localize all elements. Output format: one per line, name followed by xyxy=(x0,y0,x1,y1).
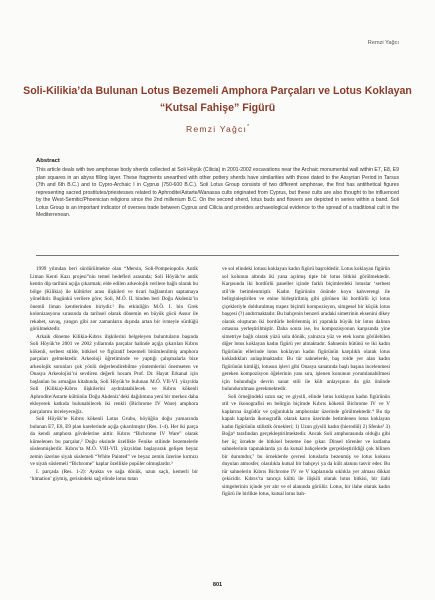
article-title xyxy=(22,83,413,117)
page-number: 801 xyxy=(212,582,223,588)
paragraph: Soli Höyük’te Kıbrıs kökenli Lotus Grubu, höyüğün doğu yamacında bulunan E7, E8, E9 plan karelerinde açığa çıkarılmıştır (Res. 1-4). Her iki parça da kendi amphora gövdelerine aittir. Kıbrıs “Bichrome IV Ware” olarak kümelenen bu parçalar,² Doğu eksinde özellikle Fenike stilinde bezemelerle süslenmişlerdir. Kıbrıs’ta M.Ö. VIII-VII. yüzyıldan başlayarak gelişen beyaz zemin üzerine siyah süslemeli “White Painted” ve beyaz zemin üzerine kırmızı ve siyah süslemeli “Bichrome” kaplar özellikle popüler olmuşlardır.³ xyxy=(30,416,198,467)
running-head: Remzi Yağcı xyxy=(367,40,399,46)
author-name-text: Remzi Yağcı xyxy=(185,124,248,134)
author-name xyxy=(0,124,435,134)
body-column-left xyxy=(30,266,198,484)
paragraph: Arkaik döneme Kilikia-Kıbrıs ilişkilerini belgeleyen buluntuların başında Soli Höyük’te 2001 ve 2002 yıllarında parçalar halinde açığa çıkarılan Kıbrıs kökenli, serbest stilde, bitkisel ve figüratif bezemeli bitümlenilmiş amphora parçaları gelmektedir. Arkeoloji öğretiminde ve yaptığı çalışmalarla bize arkeolojik sorunları çok yönlü değerlendirebilme yöntemlerini önemseten ve Onasya Arkeolojisi’ni sevdiren değerli hocam Prof. Dr. Hayat Erkanal için başlanlan bu armağan kitabında, Soli Höyük’te bulunan M.Ö. VII-VI. yüzyılda Soli (Kilikia)-Kıbrıs ilişkilerini aydınlatabilecek ve Kıbrıs kökenli Aphrodite/Astarte kültünün Doğu Akdeniz’deki dağılımına yeni bir merkez daha ekleyerek katkıda bulunabilecek iki renkli (Bichrome IV Ware) amphora parçalarını inceleyeceğiz. xyxy=(30,333,198,415)
article-title-line-1: Soli-Kilikia’da Bulunan Lotus Bezemeli Amphora Parçaları ve Lotus Koklayan xyxy=(23,85,412,97)
body-column-right xyxy=(222,266,390,499)
paragraph: ve sol elindeki lotusu koklayan kadın figürü başroldedir. Lotus koklayan figürün sol kolunun altında iki yana açılmış tipte bir lotus bitkisi görülmektedir. Karşısında iki bordürlü paneller içinde farklı biçimlerdeki lotuslar ‘serbest stil’de betimlenmiştir. Kadın figürünün önünde koyu kahverengi ile belirginleştirilen ve enine birleştirilmiş gibi görünen iki bordürlü içi lotus çiçekleriyle doldurulmuş trapez biçimli kompozisyon, simgesel bir küçük lotus başçesi (?) andırmaktadır. Bu bahçenin benzeri aradaki simetrinin eksenini dikey olarak oluşturan iki bordürle belirlenmiş iri yaprakla büyük bir lotus dalının ortasına yerleştirilmiştir. Daha sonra ise, bu kompozisyonun karşısında yine simetriye bağlı olarak yüzü sola dönük, yalnızca yüz ve etek kısmı görülebilen diğer lotus koklayan kadın figürü yer almaktadır. Sahnenin bütünü ve iki kadın figürünün ellerinde lotus koklayan kadın figürünün karşılıklı olarak lotus kokladıkları anlaşılmaktadır. Bu tür sahnelerde, baş rolde yer alan kadın figürünün kimliği, lotusun işlevi gibi Onasya sanatında başlı başına incelenmesi gereken kompozisyon öğelerinin yanı sıra, işlenen konunun yorumlanabilmesi için bulunduğu devrin sanat stili ile kült anlayışının da göz önünde bulundurulması gerekmektedir. xyxy=(222,266,390,392)
paragraph: 1999 yılından beri sürdürülmekte olan “Mersin, Soli-Pompeiopolis Antik Liman Kenti Kazı projesi”nin temel hedefleri arasında; Soli Höyük’te antik kentin dip tarihini açığa çıkarmak; elde edilen arkeolojik verilere bağlı olarak bu bölge (Kilikia) ile kültürler arası ilişkileri ve ticari bağlantıları saptamaya yöneliktir. Bugünkü verilere göre; Soli, M.Ö. II. binden beri Doğu Akdeniz’in önemli liman kentlerinden biriydir.¹ Bu etkinliğin M.Ö. I. bin Grek kolonizasyonu sırasında da tarihsel olarak dönemin en büyük gücü Assur ile rekabet, savaş, yangın gibi zor zamanların dışında artan bir ivmeyle sürdüğü görülmektedir. xyxy=(30,266,198,332)
article-title-line-2: “Kutsal Fahişe” Figürü xyxy=(159,102,276,114)
paragraph: Soli örneğindeki uzun saç ve giysili, elinde lotus koklayan kadın figürünün stil ve ikonografisi en belirgin biçimde Kıbrıs kökenli Bichrome IV ve V kaplarına özgüdür ve çoğunlukla amphoralar üzerinde görülmektedir.⁴ Bu tip kapalı kaplarda ikonografik olarak karın üzerinde betimlenen lotus koklayan kadın figürünün stilistik örnekleri; 1) Uzun giysili kadın (hierodül) 2) Sfenks⁵ 3) Boğa⁶ tarafından gerçekleştirilmektedir. Ancak Soli amphorasında olduğu gibi her üç örnekte de bitkisel bezeme öne çıkar. Dinsel törenler ve kutlama sahnelerinin tapınaklarda ya da kutsal bahçelerde gerçekleştirildiği çok bilinen bir durumdur,⁷ bu örneklerde çevresi lotuslarla bezenmiş ve lotus kokusu duyulan atmosfer, olasılıkla kutsal bir bahçeyi ya da kült alanını tasvir eder. Bu tür sahnelerin Kıbrıs Bichrome IV ve V kaplarında sıklıkla yer alması dikkat çekicidir. Kıbrıs’ta tanrıça kültü ile ilişkili olarak lotus bitkisi, bir ilahi simgelerinin içinde yer alır ve el alanında görülür. Lotus, bir ilahe olarak kadın figürü ile birlikte lotus, kutsal lotus bah- xyxy=(222,393,390,497)
abstract-divider xyxy=(36,255,399,256)
paragraph: I. parçada (Res. 1-2): Ayakta ve sağa dönük, uzun saçlı, kemerli bir ‘himation’ giymiş, gerisindeki sağ elinde lotus tutan xyxy=(30,468,198,482)
abstract-heading: Abstract xyxy=(36,158,60,164)
abstract-text: This article deals with two amphorae body sherds collected at Soli Höyük (Cilicia) in 2001-2002 excavations near the Archaic monumental wall within E7, E8, E9 plan squares in an abyss filling layer. These fragments unearthed with other pottery sherds have similarities with those dated to the Assyrian Period in Tarsus (7th and 6th B.C.) and to Cypro-Archaic I in Cyprus (750-600 B.C.). Soli Lotus Group consists of two different amphorae, the first has antithetical figures representing sacred prostitutes/priestesses related to Aphrodite/Astarte/Wanassa cults originated from Cyprus, but these cults are also thought to be influenced by the West-Semitic/Phoenician religions since the 2nd millenium B.C. On the second sherd, lotus buds and flowers are depicted in series within a band. Soli Lotus Group is an important indicator of oversea trade between Cyprus and Cilicia and provides archaeological evidence to the spread of a traditional cult in the Mediterrenean. xyxy=(36,167,399,218)
author-footnote-mark: * xyxy=(247,124,250,131)
